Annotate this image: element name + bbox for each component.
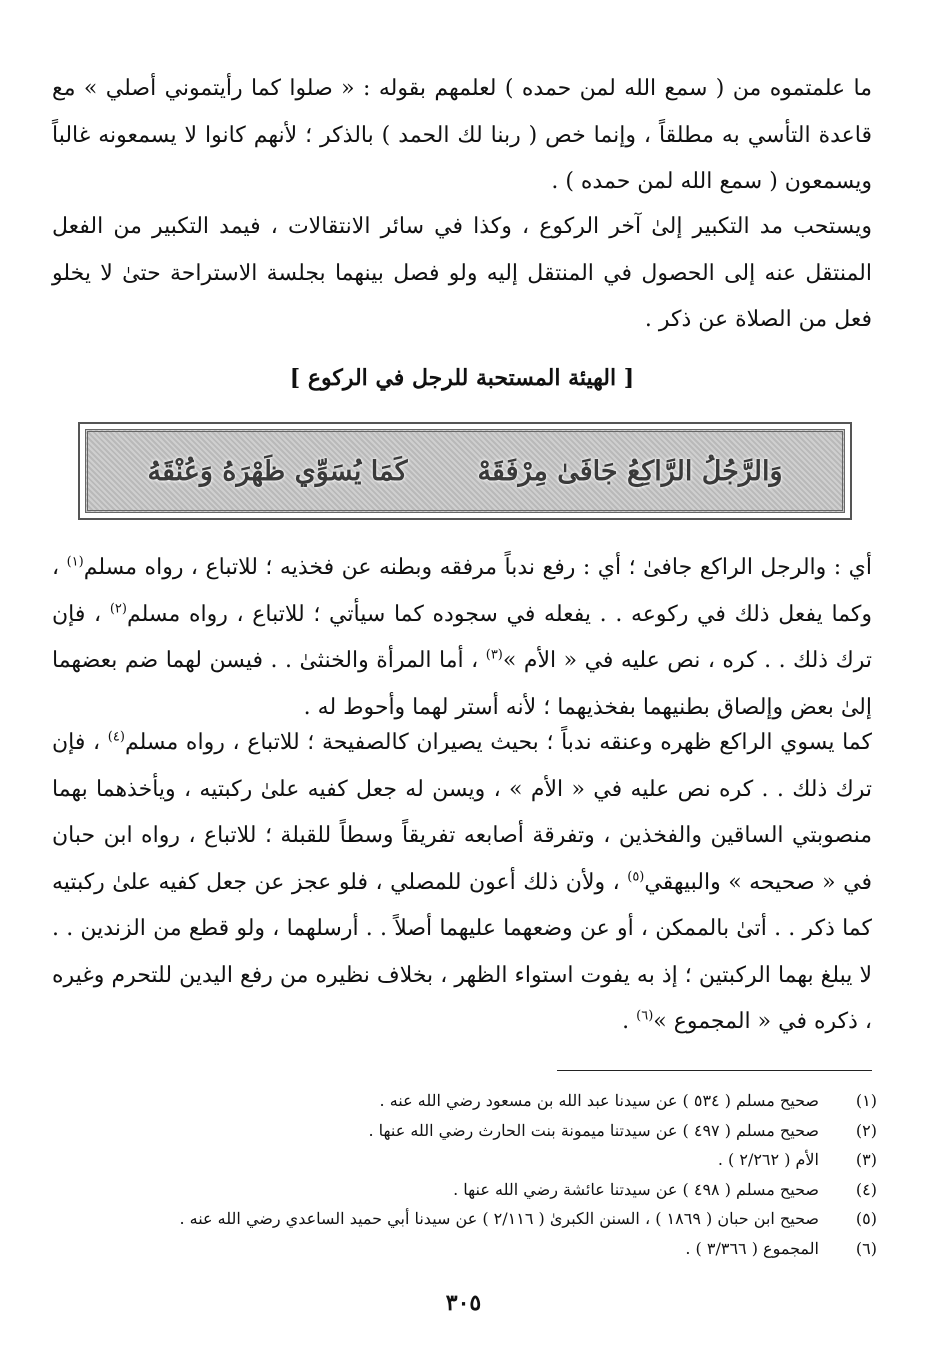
footnote-ref-6[interactable]: (٦) [636,1008,654,1024]
verse-banner [78,422,852,520]
footnote-item [60,1175,877,1205]
footnote-number: (٣) [855,1150,877,1169]
footnote-item [60,1145,877,1175]
paragraph-3 [52,545,872,731]
paragraph-3-text: ، فإن ترك ذلك . . كره ، نص عليه في « الأم » [52,601,872,673]
footnote-ref-5[interactable]: (٥) [627,869,645,885]
footnote-ref-4[interactable]: (٤) [107,729,125,745]
footnote-text: صحيح ابن حبان ( ١٨٦٩ ) ، السنن الكبرىٰ ( ٢/١١٦ ) عن سيدنا أبي حميد الساعدي رضي الله عنه . [179,1209,819,1228]
footnote-item [60,1086,877,1116]
footnote-ref-2[interactable]: (٢) [109,601,127,617]
page-number: ٣٠٥ [445,1290,482,1316]
footnote-separator [557,1070,872,1071]
footnote-text: المجموع ( ٣/٣٦٦ ) . [685,1238,819,1258]
footnote-number: (٥) [855,1209,877,1228]
footnote-number: (٢) [855,1120,877,1140]
footnote-ref-3[interactable]: (٣) [485,647,503,663]
paragraph-4 [52,720,872,1046]
verse-hemistich-2: كَمَا يُسَوِّي ظَهْرَهُ وَعُنْقَهُ [147,455,408,487]
footnote-text: الأم ( ٢/٢٦٢ ) . [717,1150,819,1169]
verse-banner-inner [85,429,845,513]
paragraph-3-text: ، وكما يفعل ذلك في ركوعه . . يفعله في سجوده كما سيأتي ؛ للاتباع ، رواه مسلم [52,555,872,627]
footnote-number: (٤) [855,1179,877,1199]
paragraph-4-text: ، ولأن ذلك أعون للمصلي ، فلو عجز عن جعل كفيه علىٰ ركبتيه كما ذكر . . أتىٰ بالممكن ، أو عن وضعهما عليهما أصلاً . . أرسلهما ، ولو قطع من الزندين . . لا يبلغ بهما الركبتين ؛ إذ به يفوت استواء الظهر ، بخلاف نظيره من رفع اليدين للتحرم وغيره ، ذكره في « المجموع » [52,869,872,1034]
paragraph-2: ويستحب مد التكبير إلىٰ آخر الركوع ، وكذا في سائر الانتقالات ، فيمد التكبير من الفعل المنتقل عنه إلى الحصول في المنتقل إليه ولو فصل بينهما بجلسة الاستراحة حتىٰ لا يخلو فعل من الصلاة عن ذكر . [52,214,872,332]
paragraph-4-text: ، فإن ترك ذلك . . كره نص عليه في « الأم » ، ويسن له جعل كفيه علىٰ ركبتيه ، ويأخذهما بهما منصوبتي الساقين والفخذين ، وتفرقة أصابعه تفريقاً وسطاً للقبلة ؛ للاتباع ، رواه ابن حبان في « صحيحه » والبيهقي [52,730,872,895]
verse-hemistich-1: وَالرَّجُلُ الرَّاكِعُ جَافَىٰ مِرْفَقَهْ [477,455,783,487]
footnote-text: صحيح مسلم ( ٤٩٨ ) عن سيدتنا عائشة رضي الله عنها . [453,1179,819,1199]
paragraph-3-text: أي : والرجل الراكع جافىٰ ؛ أي : رفع ندباً مرفقه وبطنه عن فخذيه ؛ للاتباع ، رواه مسلم [83,555,872,580]
footnote-item [60,1234,877,1264]
footnote-ref-1[interactable]: (١) [66,554,84,570]
paragraph-3-text: ، أما المرأة والخنثىٰ . . فيسن لهما ضم بعضهما إلىٰ بعض وإلصاق بطنيهما بفخذيهما ؛ لأنه أستر لهما وأحوط له . [52,648,872,720]
section-heading: [ الهيئة المستحبة للرجل في الركوع ] [289,365,635,391]
footnote-text: صحيح مسلم ( ٤٩٧ ) عن سيدتنا ميمونة بنت الحارث رضي الله عنها . [368,1120,819,1140]
paragraph-4-text: كما يسوي الراكع ظهره وعنقه ندباً ؛ بحيث يصيران كالصفيحة ؛ للاتباع ، رواه مسلم [124,730,872,755]
footnote-number: (٦) [855,1238,877,1258]
footnote-text: صحيح مسلم ( ٥٣٤ ) عن سيدنا عبد الله بن مسعود رضي الله عنه . [379,1091,819,1110]
footnote-item [60,1116,877,1146]
footnote-number: (١) [855,1091,877,1110]
paragraph-4-text: . [622,1009,637,1034]
footnotes [60,1086,877,1263]
paragraph-1: ما علمتموه من ( سمع الله لمن حمده ) لعلمهم بقوله : « صلوا كما رأيتموني أصلي » مع قاعدة التأسي به مطلقاً ، وإنما خص ( ربنا لك الحمد ) بالذكر ؛ لأنهم كانوا لا يسمعونه غالباً ويسمعون ( سمع الله لمن حمده ) . [52,76,872,194]
footnote-item [60,1204,877,1234]
